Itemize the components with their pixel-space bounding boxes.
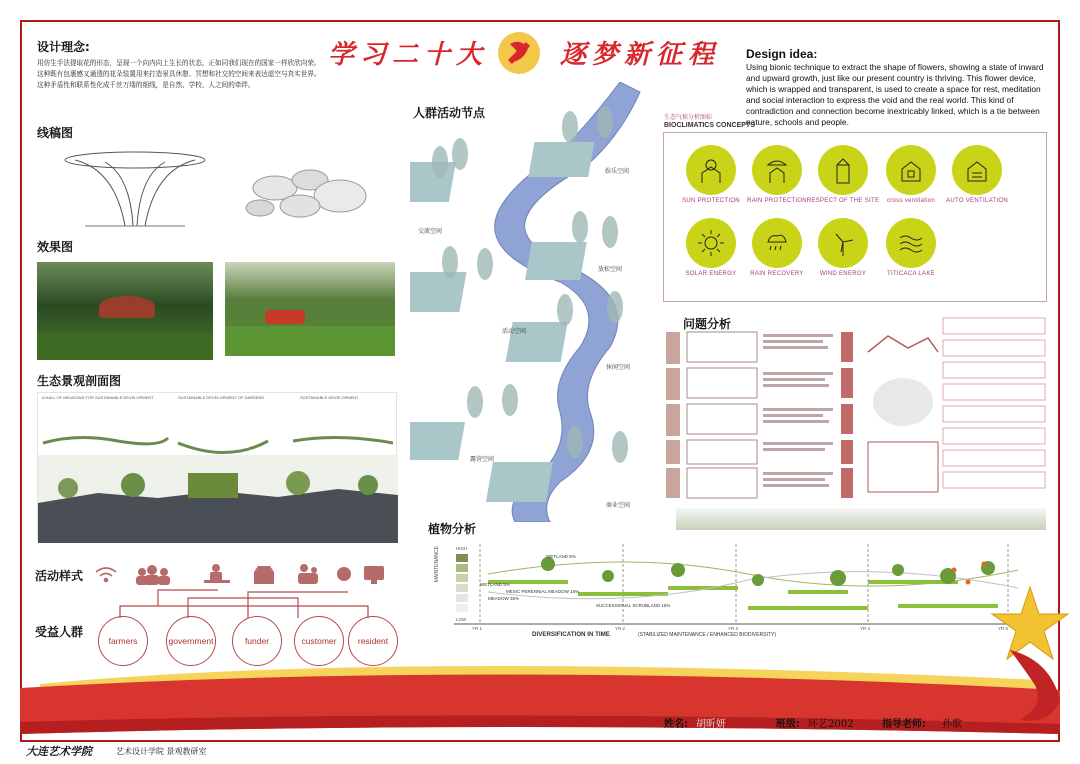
plant-analysis-chart (428, 540, 1034, 640)
title-right: 逐梦新征程 (560, 40, 721, 70)
beneficiary-funder: funder (232, 616, 282, 666)
class-label: 班级: (776, 719, 800, 730)
plant-x-label: DIVERSIFICATION IN TIME (532, 631, 610, 638)
name-label: 姓名: (664, 719, 688, 730)
problem-analysis-panel (663, 312, 1048, 508)
plant-y-low: LOW (456, 617, 467, 622)
class-value: 环艺2002 (808, 719, 854, 730)
beneficiary-customer: customer (294, 616, 344, 666)
label-titicaca-lake: TITICACA LAKE (887, 271, 935, 277)
plant-tick-yr2: YR 2 (615, 626, 626, 631)
activity-path-diagram (410, 82, 655, 522)
sun-protection-icon (686, 145, 736, 195)
design-concept-text: 用仿生手法提取花的形态，呈现一个向内向上生长的状态，正如同我们现在的国家一样欣欣向荣。这种既有包裹感又通透的花朵装置用来打造景具休憩、冥想和社交的空间来表达虚空与真实世界。这种矛盾性和联系性化成千丝万缕的细线，是自然、学校、人之间的牵绊。 (37, 59, 321, 89)
node-commercial: 商业空间 (606, 502, 631, 509)
plant-legend-wetland-top: WETLAND 5% (546, 554, 576, 559)
party-emblem-icon (496, 30, 542, 76)
wind-energy-icon (818, 218, 868, 268)
crowd-nodes-heading: 人群活动节点 (413, 106, 486, 120)
student-name: 胡昕妍 (696, 719, 726, 730)
eco-label-3: SUSTAINABLE DEVELOPMENT (300, 395, 359, 400)
render-heading: 效果图 (37, 240, 74, 254)
plant-x-sub: (STABILIZED MAINTENANCE / ENHANCED BIODIVERSITY) (638, 632, 776, 638)
plant-legend-meadow: MEADOW 35% (488, 596, 520, 601)
rain-recovery-icon (752, 218, 802, 268)
design-concept-heading: 设计理念: (37, 40, 90, 54)
render-image-1 (37, 262, 213, 360)
beneficiaries-heading: 受益人群 (35, 625, 84, 639)
problem-analysis-heading: 问题分析 (683, 317, 732, 331)
label-rain-protection: RAIN PROTECTION (747, 198, 807, 204)
titicaca-lake-icon (886, 218, 936, 268)
landscape-strip (676, 508, 1046, 530)
node-communication: 交流空间 (418, 228, 443, 235)
flower-plan-model (230, 158, 380, 228)
label-rain-recovery: RAIN RECOVERY (750, 271, 804, 277)
plant-legend-mesic: MESIC PERENNIAL MEADOW 15% (506, 589, 580, 594)
teacher-name: 孙歌 (942, 719, 962, 730)
label-cross-ventilation: cross ventilation (886, 198, 936, 204)
label-respect-site: RESPECT OF THE SITE (806, 198, 880, 204)
bottom-ribbon (0, 650, 1080, 745)
design-idea-heading: Design idea: (746, 47, 818, 61)
plant-tick-yr4: YR 4 (860, 626, 871, 631)
plant-tick-yr1: YR 1 (472, 626, 483, 631)
plant-analysis-heading: 植物分析 (428, 522, 477, 536)
plant-y-label: MAINTENANCE (434, 546, 440, 583)
node-activity: 活动空间 (502, 328, 527, 335)
design-idea-text: Using bionic technique to extract the shape of flowers, showing a state of inward and upward growth, just like our present country is thriving. This flower device, which is wrapped and transparent, is used to create a space for rest, meditation and social interaction to express the void and the real world. This kind of contradiction and connection become inextricably linked, which is a tie between nature, schools and people. (746, 62, 1044, 127)
node-entertainment: 娱乐空间 (605, 168, 630, 175)
node-leisure: 休闲空间 (606, 364, 631, 371)
line-drawing-heading: 线稿图 (37, 126, 74, 140)
rain-protection-icon (752, 145, 802, 195)
beneficiary-government: government (166, 616, 216, 666)
eco-label-2: SUSTAINABLE DEVELOPMENT OF GARDENS (178, 395, 265, 400)
plant-tick-yr3: YR 3 (728, 626, 739, 631)
title-left: 学习二十大 (328, 40, 489, 70)
solar-energy-icon (686, 218, 736, 268)
plant-y-high: HIGH (456, 546, 468, 551)
activity-icons (92, 560, 392, 588)
auto-ventilation-icon (952, 145, 1002, 195)
plant-legend-wetland-bottom: WETLAND 5% (480, 582, 510, 587)
teacher-label: 指导老师: (882, 719, 926, 730)
eco-section-diagram (37, 392, 397, 542)
label-auto-ventilation: AUTO VENTILATION (946, 198, 1008, 204)
plant-legend-scrubland: SUCCESSIONAL SCRUBLAND 15% (596, 603, 671, 608)
label-solar-energy: SOLAR ENERGY (685, 271, 737, 277)
label-wind-energy: WIND ENERGY (819, 271, 867, 277)
node-relax: 放松空间 (598, 266, 623, 273)
respect-site-icon (818, 145, 868, 195)
plant-tick-yr5: YR 5 (998, 626, 1009, 631)
node-camping: 露营空间 (470, 456, 495, 463)
activity-style-heading: 活动样式 (35, 569, 84, 583)
beneficiary-farmers: farmers (98, 616, 148, 666)
bioclimatic-heading-en: BIOCLIMATICS CONCEPTS (664, 122, 755, 129)
school-logo: 大连艺术学院 (26, 745, 92, 758)
ribbon-curl (1000, 640, 1070, 730)
bioclimatic-heading-zh: 生态气候分析图标 (664, 114, 713, 121)
wifi-icon (96, 568, 116, 576)
department-name: 艺术设计学院 景观教研室 (116, 747, 207, 756)
flower-structure-drawing (55, 146, 215, 231)
beneficiary-connectors (98, 588, 388, 618)
label-sun-protection: SUN PROTECTION (682, 198, 740, 204)
render-image-2 (225, 262, 395, 356)
beneficiary-resident: resident (348, 616, 398, 666)
eco-section-heading: 生态景观剖面图 (37, 374, 122, 388)
eco-label-1: A HALL OF MEADOWS FOR SUSTAINABLE DEVELOPMENT (42, 395, 154, 400)
cross-ventilation-icon (886, 145, 936, 195)
